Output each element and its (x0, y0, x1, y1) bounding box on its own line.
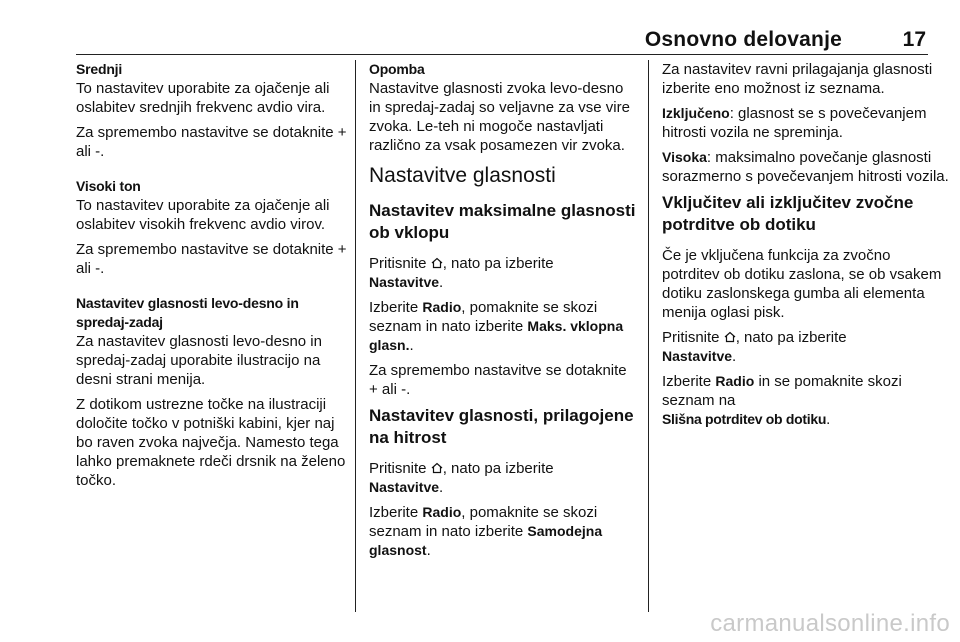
option-off-text: : glasnost se s povečevanjem hitrosti vozila ne spreminja. (662, 105, 927, 141)
touch-beep-step-1: Pritisnite , nato pa izberite Nastavitve. (662, 329, 847, 365)
option-high-label: Visoka (662, 149, 707, 165)
step-text: Izberite (369, 299, 419, 316)
note-heading: Opomba (369, 61, 425, 77)
radio-label: Radio (422, 299, 462, 315)
page-number: 17 (902, 28, 926, 51)
balance-text: Za nastavitev glasnosti levo-desno in spredaj-zadaj uporabite ilustracijo na desni strani menija. (76, 333, 322, 388)
home-icon (431, 462, 443, 474)
watermark: carmanualsonline.info (710, 610, 950, 637)
column-divider (355, 60, 356, 612)
touch-beep-text: Če je vključena funkcija za zvočno potrditev ob dotiku zaslona, se ob vsakem dotiku zaslonskega gumba ali elementa menija oglasi pisk. (662, 247, 942, 321)
step-text: Izberite (369, 504, 419, 521)
note-text: Nastavitve glasnosti zvoka levo-desno in spredaj-zadaj so veljavne za vse vire zvoka. Le-teh ni mogoče nastavljati različno za vsak posamezen vir zvoka. (369, 80, 630, 154)
touch-beep-label: Slišna potrditev ob dotiku (662, 411, 827, 427)
option-off (662, 104, 952, 142)
section-title: Nastavitve glasnosti (369, 164, 556, 187)
speed-volume-heading: Nastavitev glasnosti, prilagojene na hitrost (369, 406, 634, 447)
column-1 (76, 60, 348, 496)
speed-volume-step-1: Pritisnite , nato pa izberite Nastavitve. (369, 460, 554, 496)
balance-text-2: Z dotikom ustrezne točke na ilustraciji določite točko v potniški kabini, kjer naj bo raven zvoka največja. Namesto tega lahko premaknete rdeči drsnik na želeno točko. (76, 396, 346, 489)
auto-volume-label: Samodejna glasnost (369, 523, 603, 558)
visoki-change: Za spremembo nastavitve se dotaknite + ali -. (76, 241, 347, 277)
option-off-label: Izključeno (662, 105, 730, 121)
radio-label: Radio (422, 504, 462, 520)
step-text: Pritisnite (369, 255, 427, 272)
step-text: in se pomaknite skozi seznam na (662, 373, 902, 409)
touch-beep-step-2: Izberite Radio in se pomaknite skozi seznam na Slišna potrditev ob dotiku. (662, 373, 902, 428)
header-title: Osnovno delovanje (644, 28, 842, 51)
radio-label: Radio (715, 373, 755, 389)
option-high (662, 148, 952, 186)
option-high-text: : maksimalno povečanje glasnosti sorazmerno s povečevanjem hitrosti vozila. (662, 149, 949, 185)
max-volume-step-1: Pritisnite , nato pa izberite Nastavitve. (369, 255, 554, 291)
step-text: , nato pa izberite (442, 460, 554, 477)
visoki-text: To nastavitev uporabite za ojačenje ali oslabitev visokih frekvenc avdio virov. (76, 197, 330, 233)
step-text: Pritisnite (662, 329, 720, 346)
balance-heading: Nastavitev glasnosti levo-desno in spredaj-zadaj (76, 295, 299, 330)
settings-label: Nastavitve (369, 479, 440, 495)
speed-volume-step-2: Izberite Radio, pomaknite se skozi seznam in nato izberite Samodejna glasnost. (369, 504, 603, 559)
srednji-change: Za spremembo nastavitve se dotaknite + ali -. (76, 124, 347, 160)
step-text: , pomaknite se skozi seznam in nato izberite (369, 504, 598, 540)
speed-volume-intro: Za nastavitev ravni prilagajanja glasnosti izberite eno možnost iz seznama. (662, 61, 933, 97)
home-icon (724, 331, 736, 343)
step-text: Pritisnite (369, 460, 427, 477)
step-text: , nato pa izberite (442, 255, 554, 272)
max-volume-label: Maks. vklopna glasn. (369, 318, 624, 353)
max-volume-step-3: Za spremembo nastavitve se dotaknite + ali -. (369, 362, 627, 398)
step-text: , pomaknite se skozi seznam in nato izberite (369, 299, 598, 335)
column-divider (648, 60, 649, 612)
page-header (76, 28, 928, 55)
max-volume-heading: Nastavitev maksimalne glasnosti ob vklopu (369, 201, 636, 242)
srednji-text: To nastavitev uporabite za ojačenje ali oslabitev srednjih frekvenc avdio vira. (76, 80, 330, 116)
step-text: , nato pa izberite (735, 329, 847, 346)
home-icon (431, 257, 443, 269)
settings-label: Nastavitve (369, 274, 440, 290)
column-2 (369, 60, 637, 566)
settings-label: Nastavitve (662, 348, 733, 364)
max-volume-step-2: Izberite Radio, pomaknite se skozi seznam in nato izberite Maks. vklopna glasn.. (369, 299, 624, 354)
srednji-heading: Srednji (76, 61, 123, 77)
touch-beep-heading: Vključitev ali izključitev zvočne potrditve ob dotiku (662, 193, 914, 234)
step-text: Izberite (662, 373, 712, 390)
visoki-heading: Visoki ton (76, 178, 141, 194)
column-3 (662, 60, 952, 435)
